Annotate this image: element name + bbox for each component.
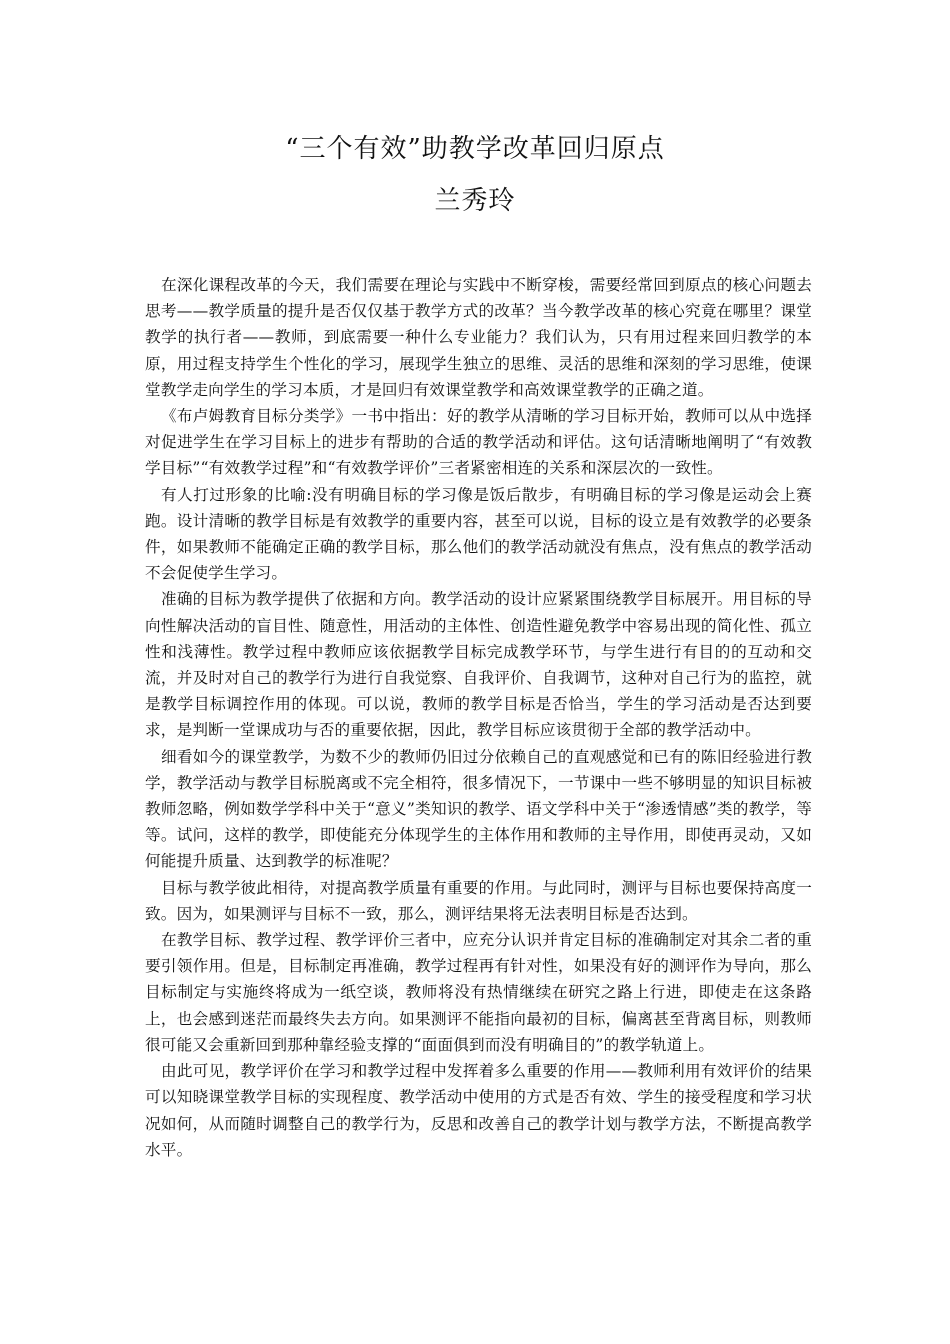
paragraph-6: 目标与教学彼此相待，对提高教学质量有重要的作用。与此同时，测评与目标也要保持高度一致。因为，如果测评与目标不一致，那么，测评结果将无法表明目标是否达到。 — [145, 878, 812, 923]
paragraph-1: 在深化课程改革的今天，我们需要在理论与实践中不断穿梭，需要经常回到原点的核心问题去思考——教学质量的提升是否仅仅基于教学方式的改革？当今教学改革的核心究竟在哪里？课堂教学的执行者——教师，到底需要一种什么专业能力？我们认为，只有用过程来回归教学的本原，用过程支持学生个性化的学习，展现学生独立的思维、灵活的思维和深刻的学习思维，使课堂教学走向学生的学习本质，才是回归有效课堂教学和高效课堂教学的正确之道。 — [145, 276, 812, 399]
paragraph-4: 准确的目标为教学提供了依据和方向。教学活动的设计应紧紧围绕教学目标展开。用目标的导向性解决活动的盲目性、随意性，用活动的主体性、创造性避免教学中容易出现的简化性、孤立性和浅薄性。教学过程中教师应该依据教学目标完成教学环节，与学生进行有目的的互动和交流，并及时对自己的教学行为进行自我觉察、自我评价、自我调节，这种对自己行为的监控，就是教学目标调控作用的体现。可以说，教师的教学目标是否恰当，学生的学习活动是否达到要求，是判断一堂课成功与否的重要依据，因此，教学目标应该贯彻于全部的教学活动中。 — [145, 590, 812, 740]
paragraph-7: 在教学目标、教学过程、教学评价三者中，应充分认识并肯定目标的准确制定对其余二者的重要引领作用。但是，目标制定再准确，教学过程再有针对性，如果没有好的测评作为导向，那么目标制定与实施终将成为一纸空谈，教师将没有热情继续在研究之路上行进，即使走在这条路上，也会感到迷茫而最终失去方向。如果测评不能指向最初的目标，偏离甚至背离目标，则教师很可能又会重新回到那种靠经验支撑的“面面俱到而没有明确目的”的教学轨道上。 — [145, 931, 812, 1054]
paragraph-3: 有人打过形象的比喻:没有明确目标的学习像是饭后散步，有明确目标的学习像是运动会上赛跑。设计清晰的教学目标是有效教学的重要内容，甚至可以说，目标的设立是有效教学的必要条件，如果教师不能确定正确的教学目标，那么他们的教学活动就没有焦点，没有焦点的教学活动不会促使学生学习。 — [145, 485, 812, 583]
document-body — [145, 272, 812, 1163]
paragraph-2: 《布卢姆教育目标分类学》一书中指出：好的教学从清晰的学习目标开始，教师可以从中选择对促进学生在学习目标上的进步有帮助的合适的教学活动和评估。这句话清晰地阐明了“有效教学目标”“有效教学过程”和“有效教学评价”三者紧密相连的关系和深层次的一致性。 — [145, 407, 812, 478]
document-title: “三个有效”助教学改革回归原点 — [285, 134, 665, 164]
paragraph-5: 细看如今的课堂教学，为数不少的教师仍旧过分依赖自己的直观感觉和已有的陈旧经验进行教学，教学活动与教学目标脱离或不完全相符，很多情况下，一节课中一些不够明显的知识目标被教师忽略，例如数学学科中关于“意义”类知识的教学、语文学科中关于“渗透情感”类的教学，等等。试问，这样的教学，即使能充分体现学生的主体作用和教师的主导作用，即使再灵动，又如何能提升质量、达到教学的标准呢？ — [145, 747, 812, 871]
document-author: 兰秀玲 — [434, 186, 516, 216]
paragraph-8: 由此可见，教学评价在学习和教学过程中发挥着多么重要的作用——教师利用有效评价的结果可以知晓课堂教学目标的实现程度、教学活动中使用的方式是否有效、学生的接受程度和学习状况如何，从而随时调整自己的教学行为，反思和改善自己的教学计划与教学方法，不断提高教学水平。 — [145, 1062, 812, 1159]
